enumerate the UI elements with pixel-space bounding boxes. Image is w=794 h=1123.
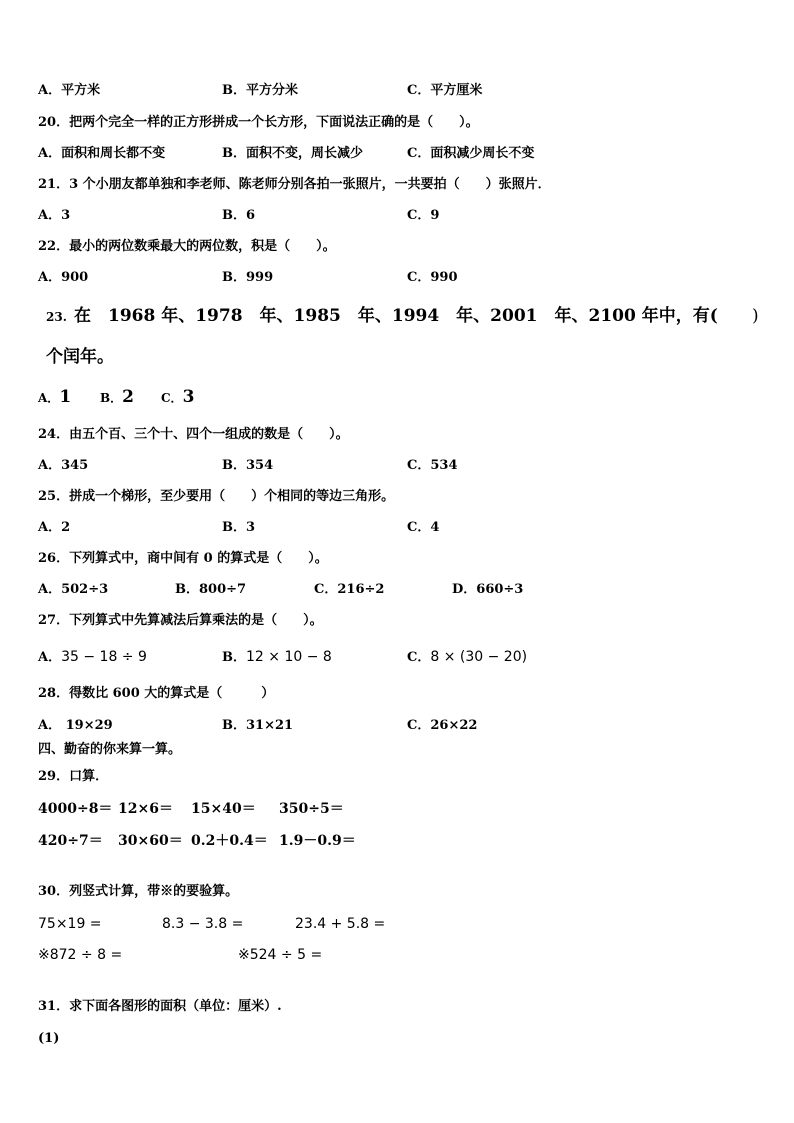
- q29-item: 30×60＝: [118, 833, 183, 849]
- q27-option-c: [407, 648, 527, 667]
- q24-option-c: C．534: [407, 458, 458, 473]
- q20-option-b: B．面积不变，周长减少: [222, 146, 363, 161]
- q27-option-c-letter: C．: [407, 650, 431, 665]
- q29-title: 29．口算．: [38, 769, 109, 784]
- q20-stem: 20．把两个完全一样的正方形拼成一个长方形，下面说法正确的是（ ）。: [38, 115, 479, 130]
- q21-option-c: C．9: [407, 208, 440, 223]
- q27-option-b-letter: B．: [222, 650, 246, 665]
- q19-option-c: C．平方厘米: [407, 83, 483, 98]
- q26-option-d: D．660÷3: [452, 582, 524, 597]
- q30-item: 75×19 =: [38, 916, 102, 932]
- q27-option-b-expr: 12 × 10 − 8: [246, 649, 332, 665]
- q23-stem-line2: 个闰年。: [46, 347, 114, 367]
- q23-option-b: [100, 388, 134, 408]
- q25-option-c: C．4: [407, 520, 440, 535]
- q29-item: 4000÷8＝: [38, 801, 113, 817]
- q31-title: 31．求下面各图形的面积（单位：厘米）.: [38, 999, 282, 1014]
- q27-option-b: [222, 648, 332, 667]
- q26-stem: 26．下列算式中，商中间有 0 的算式是（ ）。: [38, 551, 328, 566]
- q23-option-a-letter: A．: [38, 391, 60, 405]
- q23-option-b-letter: B．: [100, 391, 123, 405]
- q24-option-a: A．345: [38, 458, 89, 473]
- q22-option-b: B．999: [222, 270, 274, 285]
- q21-option-b: B．6: [222, 208, 256, 223]
- q22-option-c: C．990: [407, 270, 458, 285]
- q29-item: 0.2＋0.4＝: [191, 833, 268, 849]
- q21-option-a: A．3: [38, 208, 71, 223]
- q29-item: 1.9－0.9＝: [279, 833, 356, 849]
- section-title: 四、勤奋的你来算一算。: [38, 742, 182, 757]
- q27-option-a: [38, 648, 147, 667]
- q31-sub: (1): [38, 1031, 60, 1046]
- q29-item: 350÷5＝: [279, 801, 344, 817]
- q29-item: 15×40＝: [191, 801, 256, 817]
- q23-paren-close: ): [752, 306, 759, 326]
- q27-stem: 27．下列算式中先算减法后算乘法的是（ ）。: [38, 613, 323, 628]
- q21-stem: 21．3 个小朋友都单独和李老师、陈老师分别各拍一张照片，一共要拍（ ）张照片．: [38, 177, 551, 192]
- q19-option-b: B．平方分米: [222, 83, 298, 98]
- q24-option-b: B．354: [222, 458, 274, 473]
- q20-option-c: C．面积减少周长不变: [407, 146, 535, 161]
- q27-option-a-expr: 35 − 18 ÷ 9: [61, 649, 147, 665]
- q24-stem: 24．由五个百、三个十、四个一组成的数是（ ）。: [38, 427, 349, 442]
- q25-stem: 25．拼成一个梯形，至少要用（ ）个相同的等边三角形。: [38, 489, 395, 504]
- q23-option-c-value: 3: [182, 387, 195, 407]
- q23-stem-line1: 在 1968 年、1978 年、1985 年、1994 年、2001 年、2100 年中，有(: [74, 306, 718, 326]
- q30-title: 30．列竖式计算，带※的要验算。: [38, 884, 239, 899]
- q23-number: 23.: [46, 310, 67, 324]
- q23-option-b-value: 2: [122, 387, 134, 407]
- q26-option-a: A．502÷3: [38, 582, 109, 597]
- q28-option-b: B．31×21: [222, 718, 294, 733]
- q26-option-b: B．800÷7: [175, 582, 247, 597]
- q23-option-a: [38, 388, 71, 408]
- q23-option-c: [161, 388, 194, 408]
- q30-item: ※524 ÷ 5 =: [238, 947, 323, 963]
- q29-item: 420÷7＝: [38, 833, 103, 849]
- q19-option-a: A．平方米: [38, 83, 101, 98]
- q30-item: 8.3 − 3.8 =: [162, 916, 244, 932]
- q26-option-c: C．216÷2: [314, 582, 385, 597]
- q20-option-a: A．面积和周长都不变: [38, 146, 166, 161]
- q22-option-a: A．900: [38, 270, 89, 285]
- q25-option-a: A．2: [38, 520, 71, 535]
- q29-item: 12×6＝: [118, 801, 173, 817]
- q28-option-a: A． 19×29: [38, 718, 113, 733]
- q27-option-c-expr: 8 × (30 − 20): [430, 649, 528, 665]
- q30-item: 23.4 + 5.8 =: [295, 916, 386, 932]
- q30-item: ※872 ÷ 8 =: [38, 947, 123, 963]
- q27-option-a-letter: A．: [38, 650, 62, 665]
- q28-option-c: C．26×22: [407, 718, 478, 733]
- q25-option-b: B．3: [222, 520, 256, 535]
- q22-stem: 22．最小的两位数乘最大的两位数，积是（ ）。: [38, 239, 336, 254]
- q23-option-a-value: 1: [59, 387, 72, 407]
- q28-stem: 28．得数比 600 大的算式是（ ）: [38, 686, 275, 701]
- q23-option-c-letter: C．: [161, 391, 183, 405]
